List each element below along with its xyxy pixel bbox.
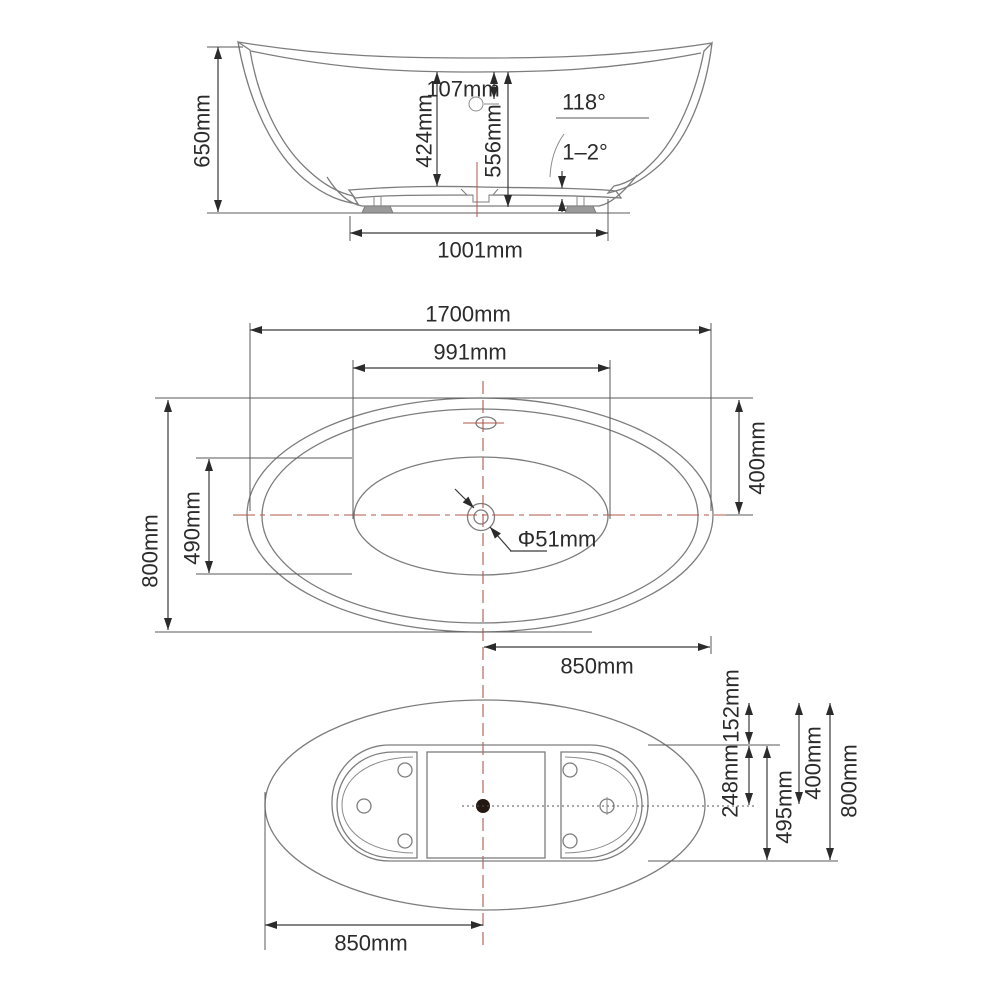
label-overall-width: 800mm xyxy=(137,514,163,588)
label-bottom-centre-to-end: 850mm xyxy=(334,930,408,956)
front-rim-curve xyxy=(251,51,701,72)
label-overflow-to-rim: 107mm xyxy=(426,76,500,102)
dim-centre-to-end xyxy=(484,636,711,679)
dim-overflow-to-rim xyxy=(426,72,499,102)
label-base-length: 1001mm xyxy=(437,237,523,263)
label-plate-to-centre: 248mm xyxy=(717,744,743,818)
mounting-plate-right-inner xyxy=(565,757,637,853)
label-rim-to-base: 556mm xyxy=(480,104,506,178)
dim-edge-to-plate xyxy=(719,669,750,744)
label-bottom-overall-width: 800mm xyxy=(836,744,862,818)
mounting-hole xyxy=(563,763,577,777)
dim-drain-diameter xyxy=(455,489,596,552)
label-inner-depth: 424mm xyxy=(411,94,437,168)
mounting-hole xyxy=(398,763,412,777)
dim-plate-length xyxy=(767,746,797,860)
mounting-hole xyxy=(398,834,412,848)
label-overall-height: 650mm xyxy=(189,94,215,168)
dim-overall-length xyxy=(250,302,711,512)
drain-inner xyxy=(474,510,488,524)
mounting-hole xyxy=(357,799,371,813)
label-overall-length: 1700mm xyxy=(425,301,511,327)
label-backrest-angle: 118° xyxy=(562,89,606,115)
dim-bottom-overall-width xyxy=(830,703,862,860)
mounting-hole xyxy=(563,834,577,848)
side-elevation-view xyxy=(190,42,713,263)
dim-rim-to-centre xyxy=(739,400,770,514)
dim-bottom-centre-to-end xyxy=(265,792,483,956)
bottom-view xyxy=(265,669,862,955)
back-rim-curve xyxy=(238,42,712,58)
dim-overall-height xyxy=(190,47,244,212)
right-foot xyxy=(565,206,596,213)
label-basin-length: 991mm xyxy=(433,339,507,365)
label-basin-width: 490mm xyxy=(179,491,205,565)
label-bottom-slope: 1–2° xyxy=(562,139,608,165)
left-foot xyxy=(362,206,393,213)
dim-basin-length xyxy=(353,340,610,520)
dim-plate-to-centre xyxy=(718,744,750,817)
label-centre-to-end: 850mm xyxy=(560,653,634,679)
label-edge-to-plate: 152mm xyxy=(718,669,744,743)
label-drain-diameter: Φ51mm xyxy=(517,526,597,552)
mounting-plate-left xyxy=(337,752,417,858)
dim-bottom-slope xyxy=(550,134,608,212)
basin-outline xyxy=(354,457,608,575)
left-wall-section xyxy=(238,42,358,204)
dim-basin-width xyxy=(180,458,353,574)
dim-edge-to-centre xyxy=(799,703,826,804)
mounting-plate-left-inner xyxy=(342,757,413,853)
plan-view xyxy=(138,302,770,947)
label-plate-length: 495mm xyxy=(771,770,797,844)
mounting-plate-right xyxy=(561,752,642,858)
tub-inner-rim xyxy=(262,409,698,623)
drain-outer xyxy=(468,504,495,531)
label-edge-to-centre: 400mm xyxy=(800,726,826,800)
label-rim-to-centre: 400mm xyxy=(744,421,770,495)
dim-backrest-angle xyxy=(556,90,649,119)
